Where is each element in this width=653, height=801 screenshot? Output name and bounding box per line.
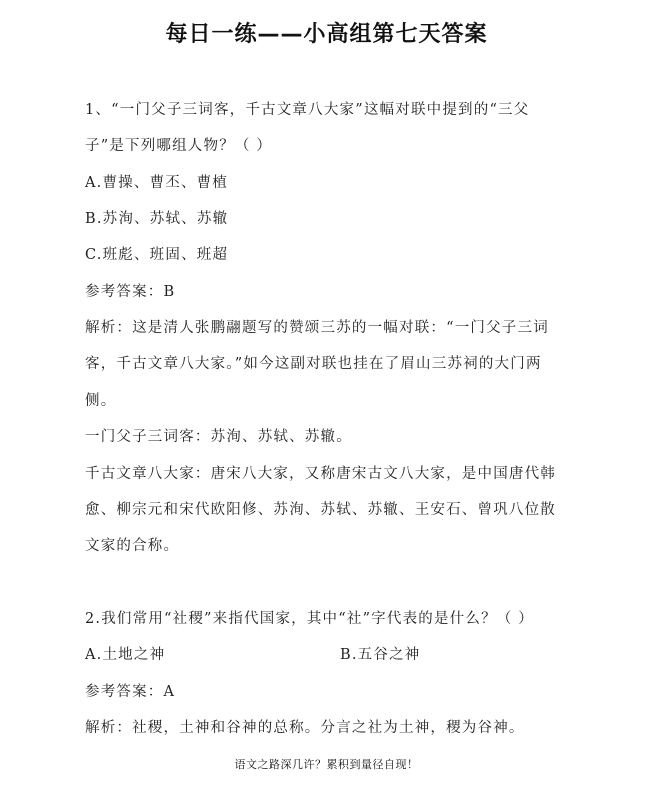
question-1-note-1: 一门父子三词客：苏洵、苏轼、苏辙。 — [85, 429, 352, 445]
question-2-answer: 参考答案：A — [85, 684, 176, 700]
page-footer: 语文之路深几许？累积到量径自现！ — [234, 758, 419, 771]
question-1-option-b: B.苏洵、苏轼、苏辙 — [85, 211, 229, 227]
question-1-answer: 参考答案：B — [85, 284, 176, 300]
question-2-option-b: B.五谷之神 — [340, 647, 421, 663]
question-1-explanation-line-2: 客，千古文章八大家。”如今这副对联也挂在了眉山三苏祠的大门两 — [85, 356, 542, 372]
question-1-note-2-line-2: 愈、柳宗元和宋代欧阳修、苏洵、苏轼、苏辙、王安石、曾巩八位散 — [85, 502, 556, 518]
question-2-stem: 2.我们常用“社稷”来指代国家，其中“社”字代表的是什么？（ ） — [85, 611, 534, 627]
question-1-note-2-line-1: 千古文章八大家：唐宋八大家，又称唐宋古文八大家，是中国唐代韩 — [85, 466, 556, 482]
question-2-options — [85, 643, 421, 664]
question-1-note-2-line-3: 文家的合称。 — [85, 538, 180, 554]
page-title: 每日一练——小高组第七天答案 — [165, 22, 488, 47]
question-1-option-c: C.班彪、班固、班超 — [85, 247, 229, 263]
question-2-explanation: 解析：社稷，土神和谷神的总称。分言之社为土神，稷为谷神。 — [85, 720, 525, 736]
question-2-option-a: A.土地之神 — [85, 647, 166, 663]
question-1-stem-line-2: 子”是下列哪组人物？（ ） — [85, 138, 273, 154]
question-1-option-a: A.曹操、曹丕、曹植 — [85, 175, 229, 191]
question-1-stem-line-1: 1、“一门父子三词客，千古文章八大家”这幅对联中提到的“三父 — [85, 102, 530, 118]
question-1-explanation-line-1: 解析：这是清人张鹏翮题写的赞颂三苏的一幅对联：“一门父子三词 — [85, 320, 549, 336]
question-1-explanation-line-3: 侧。 — [85, 393, 117, 409]
